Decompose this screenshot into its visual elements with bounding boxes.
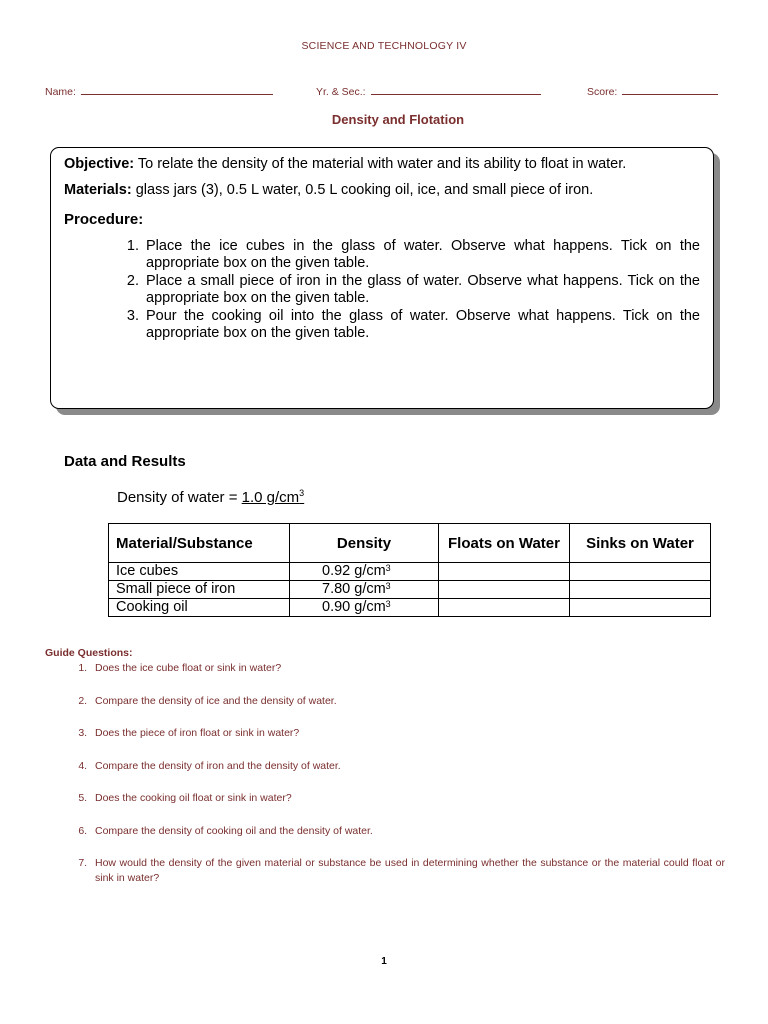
guide-questions-list [45,661,725,886]
density-value: 0.92 g/cm [322,563,386,579]
density-cell [290,581,439,599]
density-exponent: 3 [385,581,391,591]
objective-label: Objective: [64,156,135,172]
sinks-checkbox-cell[interactable] [570,563,711,581]
water-density-prefix: Density of water = [117,489,242,506]
name-blank-line[interactable] [81,84,273,95]
procedure-step: 3. Pour the cooking oil into the glass of water. Observe what happens. Tick on the appropriate box on the given table. [143,308,700,342]
density-value: 0.90 g/cm [322,599,386,615]
guide-question: 2. Compare the density of ice and the density of water. [90,694,725,709]
table-row [109,563,711,581]
floats-checkbox-cell[interactable] [439,581,570,599]
objective-box [50,147,714,409]
column-header-density: Density [290,524,439,563]
water-density-value [242,489,305,506]
density-value: 7.80 g/cm [322,581,386,597]
guide-question: 4. Compare the density of iron and the density of water. [90,759,725,774]
density-cell [290,599,439,617]
guide-question: 6. Compare the density of cooking oil and the density of water. [90,824,725,839]
floats-checkbox-cell[interactable] [439,599,570,617]
water-density-line [117,488,304,506]
density-exponent: 3 [385,563,391,573]
floats-checkbox-cell[interactable] [439,563,570,581]
sinks-checkbox-cell[interactable] [570,599,711,617]
sinks-checkbox-cell[interactable] [570,581,711,599]
material-cell: Ice cubes [109,563,290,581]
table-header-row [109,524,711,563]
worksheet-title: Density and Flotation [331,112,465,127]
guide-question: 5. Does the cooking oil float or sink in water? [90,791,725,806]
procedure-steps [64,238,700,342]
section-label: Yr. & Sec.: [316,86,366,98]
material-cell: Cooking oil [109,599,290,617]
guide-questions [45,647,725,904]
materials-text: glass jars (3), 0.5 L water, 0.5 L cooking oil, ice, and small piece of iron. [131,182,594,198]
guide-question: 7. How would the density of the given material or substance be used in determining whether the substance or the material could float or sink in water? [90,856,725,886]
objective-text: To relate the density of the material with water and its ability to float in water. [134,156,627,172]
objective-paragraph [64,156,700,173]
page-number: 1 [381,956,387,967]
procedure-step: 2. Place a small piece of iron in the glass of water. Observe what happens. Tick on the appropriate box on the given table. [143,273,700,307]
course-title: SCIENCE AND TECHNOLOGY IV [301,40,467,52]
data-results-title: Data and Results [64,453,186,470]
column-header-sinks: Sinks on Water [570,524,711,563]
table-row [109,581,711,599]
score-label: Score: [587,86,618,98]
water-density-number: 1.0 g/cm [241,489,300,506]
guide-questions-title: Guide Questions: [45,647,133,659]
name-label: Name: [45,86,76,98]
procedure-label: Procedure: [64,211,144,228]
material-cell: Small piece of iron [109,581,290,599]
section-blank-line[interactable] [371,84,541,95]
table-row [109,599,711,617]
score-field[interactable] [587,84,718,98]
procedure-step: 1. Place the ice cubes in the glass of water. Observe what happens. Tick on the appropriate box on the given table. [143,238,700,272]
materials-label: Materials: [64,182,132,198]
results-table [108,523,711,617]
section-field[interactable] [316,84,541,98]
density-exponent: 3 [385,599,391,609]
column-header-floats: Floats on Water [439,524,570,563]
score-blank-line[interactable] [622,84,718,95]
guide-question: 3. Does the piece of iron float or sink in water? [90,726,725,741]
materials-paragraph [64,182,700,199]
guide-question: 1. Does the ice cube float or sink in water? [90,661,725,676]
column-header-material: Material/Substance [109,524,290,563]
water-density-exponent: 3 [299,488,305,498]
density-cell [290,563,439,581]
name-field[interactable] [45,84,273,98]
